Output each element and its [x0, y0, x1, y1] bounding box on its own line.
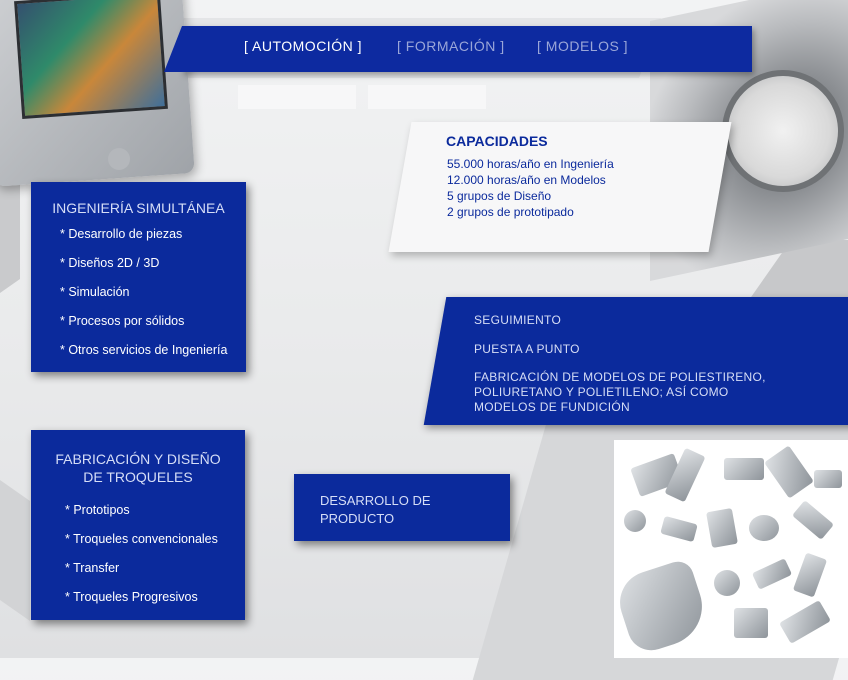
servicio-seguimiento: SEGUIMIENTO	[474, 313, 562, 327]
background-wedge	[0, 459, 30, 621]
ingenieria-item[interactable]: * Otros servicios de Ingeniería	[60, 343, 228, 357]
cad-screen-image	[14, 0, 168, 119]
ingenieria-title: INGENIERÍA SIMULTÁNEA	[52, 200, 225, 216]
servicio-puesta-a-punto: PUESTA A PUNTO	[474, 342, 580, 356]
capacidad-line: 2 grupos de prototipado	[447, 205, 574, 219]
nav-formacion[interactable]: [ FORMACIÓN ]	[397, 38, 505, 54]
top-navigation	[182, 26, 752, 72]
troqueles-box	[31, 430, 245, 620]
servicio-fabricacion-modelos: FABRICACIÓN DE MODELOS DE POLIESTIRENO, POLIURETANO Y POLIETILENO; ASÍ COMO MODELOS DE FUNDICIÓN	[474, 370, 766, 414]
ingenieria-item[interactable]: * Diseños 2D / 3D	[60, 256, 160, 270]
monitor-stand	[108, 148, 130, 170]
ingenieria-simultanea-box	[31, 182, 246, 372]
background-block	[238, 85, 356, 109]
tool-carousel-image	[722, 70, 844, 192]
troqueles-title-line1: FABRICACIÓN Y DISEÑO	[55, 451, 221, 467]
ingenieria-item[interactable]: * Desarrollo de piezas	[60, 227, 183, 241]
ingenieria-item[interactable]: * Simulación	[60, 285, 130, 299]
background-wedge	[0, 169, 20, 321]
troqueles-item[interactable]: * Troqueles convencionales	[65, 532, 218, 546]
capacidades-card	[389, 122, 732, 252]
automotive-parts-image	[614, 440, 848, 658]
desarrollo-line2: PRODUCTO	[320, 511, 395, 526]
troqueles-item[interactable]: * Prototipos	[65, 503, 130, 517]
capacidad-line: 5 grupos de Diseño	[447, 189, 552, 203]
nav-automocion[interactable]: [ AUTOMOCIÓN ]	[244, 38, 362, 54]
troqueles-item[interactable]: * Troqueles Progresivos	[65, 590, 198, 604]
desarrollo-line1: DESARROLLO DE	[320, 493, 431, 508]
troqueles-title-line2: DE TROQUELES	[83, 469, 193, 485]
capacidad-line: 55.000 horas/año en Ingeniería	[447, 157, 614, 171]
desarrollo-producto-box[interactable]	[294, 474, 510, 541]
capacidad-line: 12.000 horas/año en Modelos	[447, 173, 606, 187]
ingenieria-item[interactable]: * Procesos por sólidos	[60, 314, 185, 328]
background-block	[368, 85, 486, 109]
capacidades-title: CAPACIDADES	[446, 133, 548, 149]
nav-modelos[interactable]: [ MODELOS ]	[537, 38, 629, 54]
troqueles-item[interactable]: * Transfer	[65, 561, 120, 575]
